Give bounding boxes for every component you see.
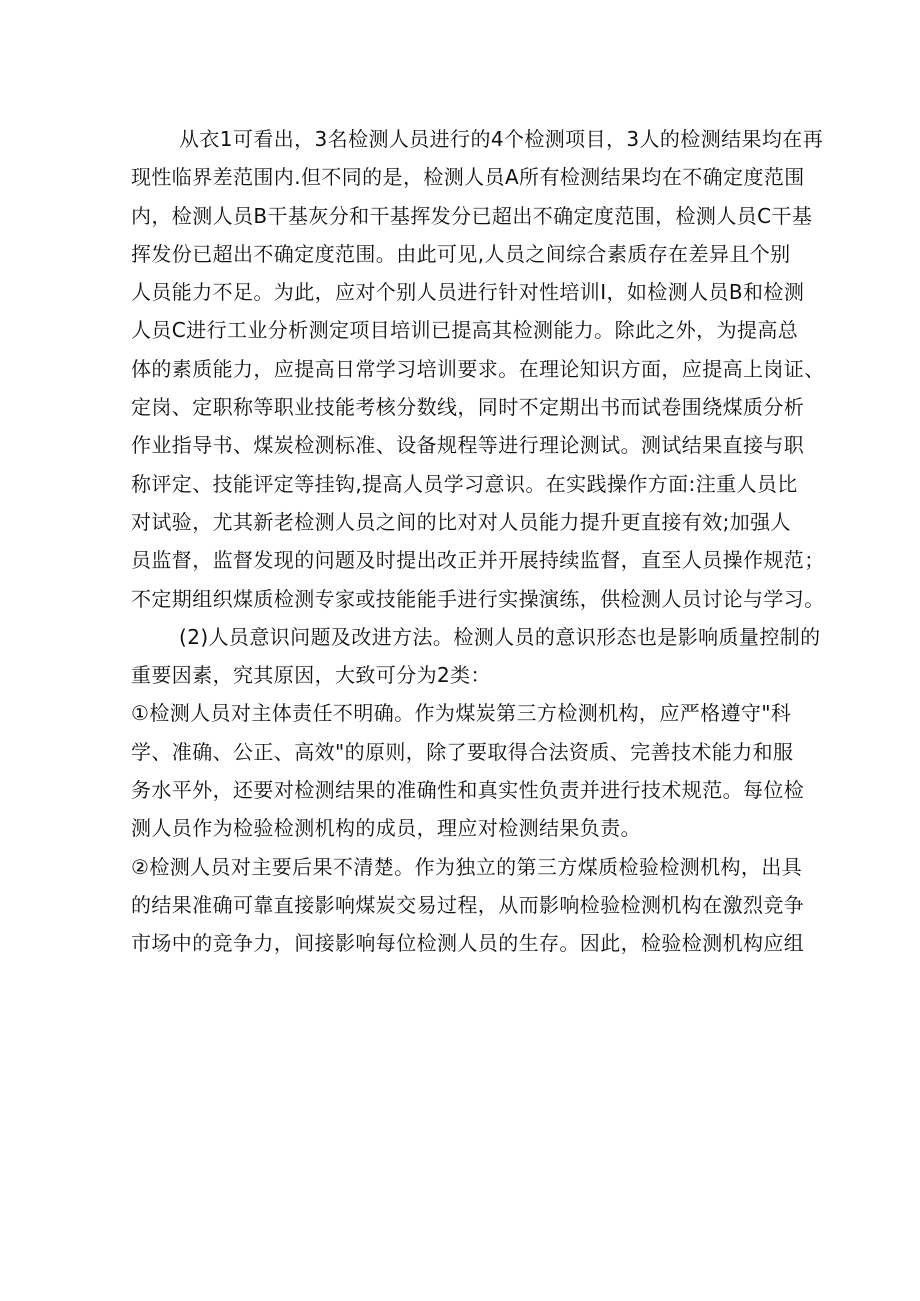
text-line: 体的素质能力，应提高日常学习培训要求。在理论知识方面，应提高上岗证、: [131, 356, 825, 381]
text-line: 市场中的竞争力，间接影响每位检测人员的生存。因此，检验检测机构应组: [131, 931, 805, 956]
text-line: 的结果准确可靠直接影响煤炭交易过程，从而影响检验检测机构在激烈竞争: [131, 892, 805, 917]
text-line: 务水平外，还要对检测结果的准确性和真实性负责并进行技术规范。每位检: [131, 778, 805, 803]
text-line: 员监督，监督发现的问题及时提出改正并开展持续监督，直至人员操作规范；: [131, 548, 825, 573]
text-line: ①检测人员对主体责任不明确。作为煤炭第三方检测机构，应严格遵守"科: [131, 701, 792, 726]
text-line: 学、准确、公正、高效"的原则，除了要取得合法资质、完善技术能力和服: [131, 739, 794, 764]
text-line: 人员C进行工业分析测定项目培训已提高其检测能力。除此之外，为提高总: [131, 318, 799, 343]
text-line: 内，检测人员B干基灰分和干基挥发分已超出不确定度范围，检测人员C干基: [131, 203, 813, 228]
text-line: 定岗、定职称等职业技能考核分数线，同时不定期出书而试卷围绕煤质分析: [131, 395, 805, 420]
text-line: 测人员作为检验检测机构的成员，理应对检测结果负责。: [131, 816, 641, 841]
text-line: 人员能力不足。为此，应对个别人员进行针对性培训I，如检测人员B和检测: [131, 280, 805, 305]
text-line: 不定期组织煤质检测专家或技能能手进行实操演练，供检测人员讨论与学习。: [131, 586, 825, 611]
text-line: ②检测人员对主要后果不清楚。作为独立的第三方煤质检验检测机构，出具: [131, 854, 803, 879]
text-line: 从衣1可看出，3名检测人员进行的4个检测项目，3人的检测结果均在再: [179, 127, 824, 151]
text-line: 现性临界差范围内.但不同的是，检测人员A所有检测结果均在不确定度范围: [131, 165, 805, 190]
text-line: 作业指导书、煤炭检测标准、设备规程等进行理论测试。测试结果直接与职: [131, 433, 805, 458]
text-line: (2)人员意识问题及改进方法。检测人员的意识形态也是影响质量控制的: [179, 624, 821, 649]
text-line: 对试验，尤其新老检测人员之间的比对对人员能力提升更直接有效;加强人: [131, 509, 791, 534]
text-line: 挥发份已超出不确定度范围。由此可见,人员之间综合素质存在差异且个别: [131, 241, 791, 266]
text-line: 重要因素，究其原因，大致可分为2类：: [131, 663, 491, 688]
body-text: [131, 120, 851, 963]
text-line: 称评定、技能评定等挂钩,提高人员学习意识。在实践操作方面:注重人员比: [131, 471, 798, 496]
